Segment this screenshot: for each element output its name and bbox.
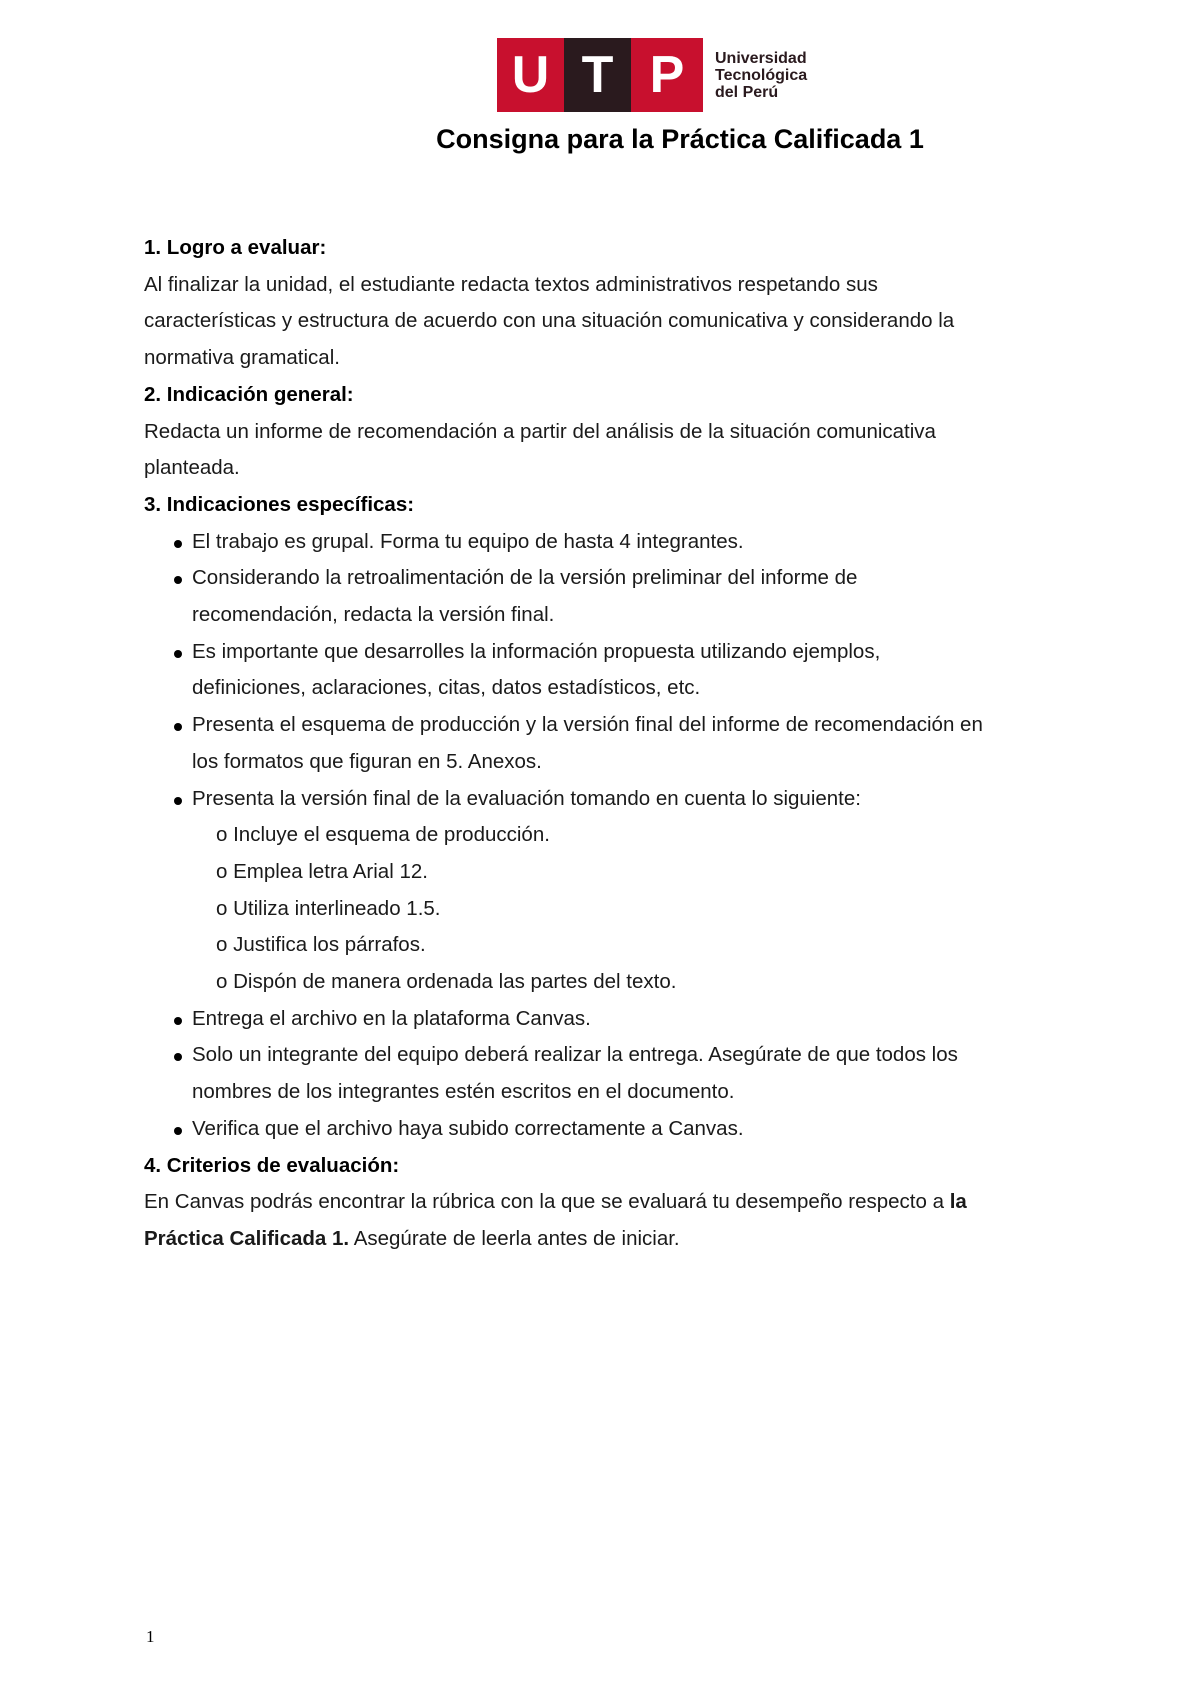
page-number: 1: [146, 1627, 155, 1646]
list-item: [192, 1001, 984, 1038]
sub-list-item: o Incluye el esquema de producción.: [216, 817, 984, 854]
utp-logo: [497, 38, 807, 112]
section-1-text: Al finalizar la unidad, el estudiante redacta textos administrativos respetando sus características y estructura de acuerdo con una situación comunicativa y considerando la normativa gramatical.: [144, 272, 955, 370]
section-2-text: Redacta un informe de recomendación a partir del análisis de la situación comunicativa planteada.: [144, 419, 936, 480]
logo-letter-p: P: [631, 38, 703, 112]
list-item: [192, 634, 984, 707]
list-item-text: Considerando la retroalimentación de la versión preliminar del informe de recomendación, redacta la versión final.: [192, 566, 858, 627]
sub-list: [192, 817, 984, 1001]
list-item: [192, 781, 984, 1001]
logo-wordmark: [715, 38, 807, 112]
logo-line-1: Universidad: [715, 49, 807, 67]
section-3-heading: 3. Indicaciones específicas:: [144, 492, 415, 516]
document-body: [144, 230, 984, 1258]
sub-list-item: o Emplea letra Arial 12.: [216, 854, 984, 891]
list-item-text: Presenta la versión final de la evaluación tomando en cuenta lo siguiente:: [192, 786, 861, 810]
list-item-text: Verifica que el archivo haya subido correctamente a Canvas.: [192, 1116, 744, 1140]
logo-letter-t: T: [564, 38, 631, 112]
list-item-text: Entrega el archivo en la plataforma Canvas.: [192, 1006, 591, 1030]
logo-line-2: Tecnológica: [715, 66, 808, 84]
list-item: [192, 1111, 984, 1148]
section-4-text-bold: la Práctica Calificada 1.: [144, 1190, 967, 1250]
list-item-text: Solo un integrante del equipo deberá realizar la entrega. Asegúrate de que todos los nombres de los integrantes estén escritos en el documento.: [192, 1043, 958, 1104]
section-4-text-end: Asegúrate de leerla antes de iniciar.: [349, 1226, 680, 1250]
list-item: [192, 560, 984, 633]
logo-line-3: del Perú: [715, 83, 779, 101]
page-title: Consigna para la Práctica Calificada 1: [436, 124, 924, 154]
list-item-text: Es importante que desarrolles la información propuesta utilizando ejemplos, definiciones, aclaraciones, citas, datos estadísticos, etc.: [192, 639, 881, 700]
section-1-heading: 1. Logro a evaluar:: [144, 236, 327, 259]
logo-letter-u: U: [497, 38, 564, 112]
list-item: [192, 707, 984, 780]
section-3-bullet-list: [144, 524, 984, 1148]
section-4-text: [144, 1184, 984, 1257]
sub-list-item: o Justifica los párrafos.: [216, 927, 984, 964]
section-4-heading: 4. Criterios de evaluación:: [144, 1153, 400, 1177]
list-item: [192, 524, 984, 561]
sub-list-item: o Utiliza interlineado 1.5.: [216, 891, 984, 928]
section-4-text-start: En Canvas podrás encontrar la rúbrica con la que se evaluará tu desempeño respecto a: [144, 1190, 950, 1214]
section-2-heading: 2. Indicación general:: [144, 382, 354, 406]
list-item: [192, 1037, 984, 1110]
list-item-text: El trabajo es grupal. Forma tu equipo de hasta 4 integrantes.: [192, 529, 744, 553]
sub-list-item: o Dispón de manera ordenada las partes del texto.: [216, 964, 984, 1001]
list-item-text: Presenta el esquema de producción y la versión final del informe de recomendación en los formatos que figuran en 5. Anexos.: [192, 713, 983, 773]
